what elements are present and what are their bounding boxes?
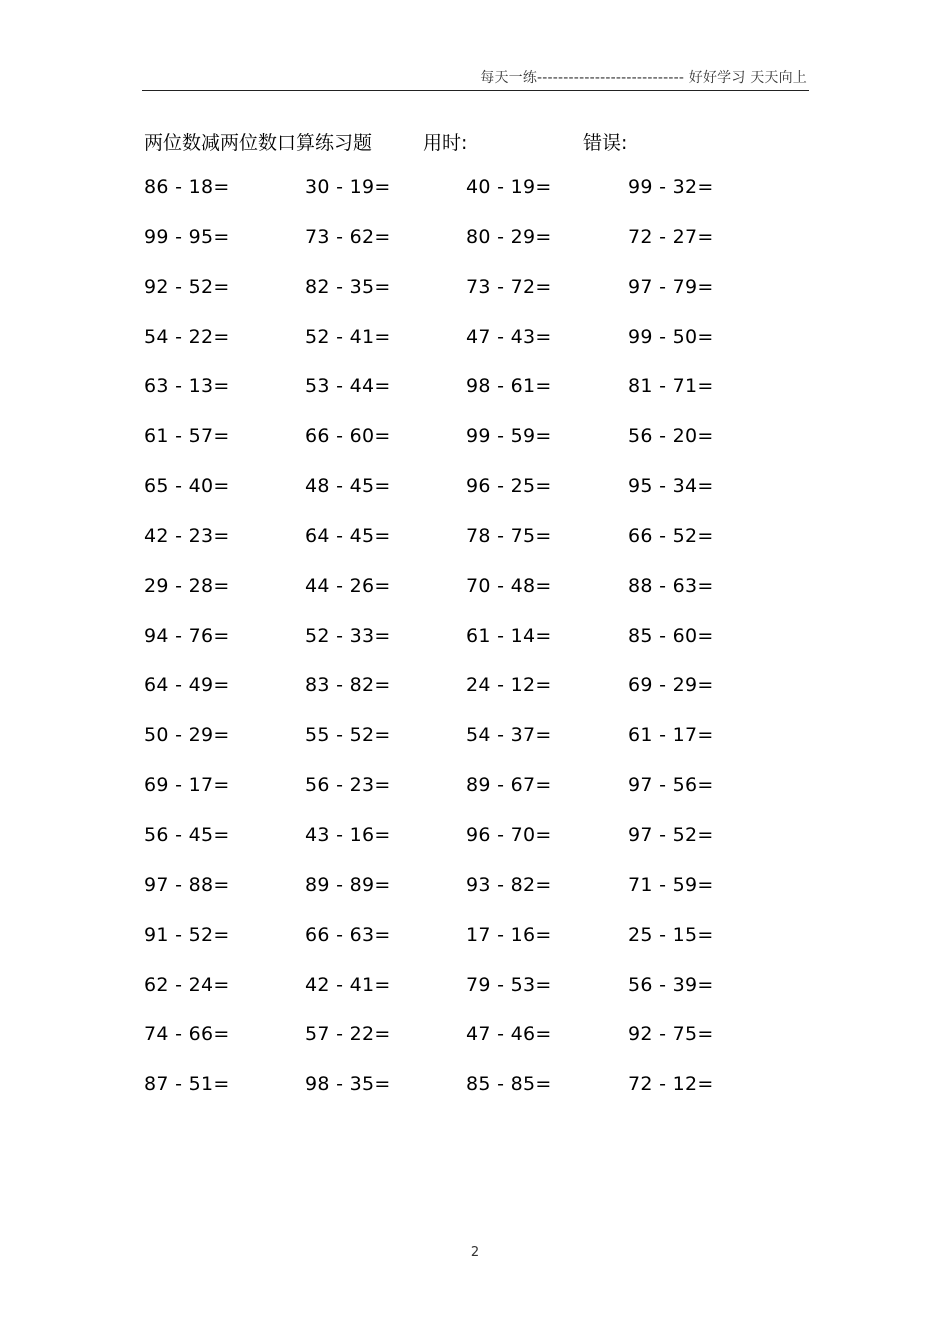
- problem-item: 64 - 45=: [305, 524, 391, 547]
- problem-item: 78 - 75=: [466, 524, 552, 547]
- problem-item: 95 - 34=: [628, 475, 714, 498]
- title-row: [0, 128, 950, 158]
- problem-row: [0, 226, 950, 276]
- problem-row: [0, 874, 950, 924]
- problem-item: 44 - 26=: [305, 574, 391, 597]
- time-label: 用时:: [423, 132, 468, 154]
- problem-item: 92 - 52=: [144, 275, 230, 298]
- problem-item: 74 - 66=: [144, 1023, 230, 1046]
- problem-row: [0, 774, 950, 824]
- problem-item: 65 - 40=: [144, 475, 230, 498]
- problem-item: 89 - 89=: [305, 873, 391, 896]
- problem-item: 73 - 62=: [305, 225, 391, 248]
- problem-item: 50 - 29=: [144, 724, 230, 747]
- problem-row: [0, 1023, 950, 1073]
- problem-row: [0, 575, 950, 625]
- problem-item: 83 - 82=: [305, 674, 391, 697]
- problem-item: 96 - 25=: [466, 475, 552, 498]
- problem-item: 92 - 75=: [628, 1023, 714, 1046]
- problem-item: 17 - 16=: [466, 923, 552, 946]
- problem-row: [0, 375, 950, 425]
- problem-item: 73 - 72=: [466, 275, 552, 298]
- problem-item: 94 - 76=: [144, 624, 230, 647]
- problem-item: 66 - 52=: [628, 524, 714, 547]
- problem-item: 80 - 29=: [466, 225, 552, 248]
- problem-item: 93 - 82=: [466, 873, 552, 896]
- problem-row: [0, 425, 950, 475]
- header-text: 每天一练---------------------------- 好好学习 天天向上: [480, 70, 807, 86]
- problem-item: 99 - 59=: [466, 425, 552, 448]
- problem-item: 71 - 59=: [628, 873, 714, 896]
- problem-item: 61 - 17=: [628, 724, 714, 747]
- problem-item: 85 - 60=: [628, 624, 714, 647]
- problem-row: [0, 176, 950, 226]
- problem-row: [0, 724, 950, 774]
- problem-item: 53 - 44=: [305, 375, 391, 398]
- problem-item: 97 - 56=: [628, 774, 714, 797]
- problem-item: 98 - 35=: [305, 1073, 391, 1096]
- problem-item: 91 - 52=: [144, 923, 230, 946]
- problem-item: 86 - 18=: [144, 176, 230, 198]
- problem-item: 56 - 20=: [628, 425, 714, 448]
- page-number: 2: [470, 1245, 480, 1260]
- problem-item: 56 - 45=: [144, 823, 230, 846]
- problem-item: 42 - 41=: [305, 973, 391, 996]
- problem-row: [0, 475, 950, 525]
- problem-item: 99 - 50=: [628, 325, 714, 348]
- problem-item: 79 - 53=: [466, 973, 552, 996]
- problem-row: [0, 824, 950, 874]
- problem-item: 97 - 88=: [144, 873, 230, 896]
- problem-item: 48 - 45=: [305, 475, 391, 498]
- problem-item: 55 - 52=: [305, 724, 391, 747]
- problem-item: 96 - 70=: [466, 823, 552, 846]
- problem-item: 69 - 29=: [628, 674, 714, 697]
- problem-item: 99 - 32=: [628, 176, 714, 198]
- problem-row: [0, 674, 950, 724]
- problem-row: [0, 276, 950, 326]
- worksheet-title: 两位数减两位数口算练习题: [144, 132, 373, 154]
- problem-item: 52 - 33=: [305, 624, 391, 647]
- problem-item: 64 - 49=: [144, 674, 230, 697]
- problem-item: 61 - 14=: [466, 624, 552, 647]
- problem-item: 25 - 15=: [628, 923, 714, 946]
- problem-item: 89 - 67=: [466, 774, 552, 797]
- problem-item: 63 - 13=: [144, 375, 230, 398]
- problem-item: 87 - 51=: [144, 1073, 230, 1096]
- problem-item: 24 - 12=: [466, 674, 552, 697]
- problem-item: 40 - 19=: [466, 176, 552, 198]
- error-label: 错误:: [583, 132, 628, 154]
- problem-item: 47 - 46=: [466, 1023, 552, 1046]
- problem-grid: [0, 176, 950, 1123]
- problem-item: 81 - 71=: [628, 375, 714, 398]
- problem-item: 97 - 52=: [628, 823, 714, 846]
- problem-item: 56 - 39=: [628, 973, 714, 996]
- problem-item: 98 - 61=: [466, 375, 552, 398]
- problem-item: 97 - 79=: [628, 275, 714, 298]
- problem-item: 61 - 57=: [144, 425, 230, 448]
- problem-item: 82 - 35=: [305, 275, 391, 298]
- problem-item: 66 - 63=: [305, 923, 391, 946]
- problem-item: 57 - 22=: [305, 1023, 391, 1046]
- problem-item: 56 - 23=: [305, 774, 391, 797]
- problem-item: 70 - 48=: [466, 574, 552, 597]
- problem-item: 88 - 63=: [628, 574, 714, 597]
- problem-row: [0, 974, 950, 1024]
- problem-item: 99 - 95=: [144, 225, 230, 248]
- problem-row: [0, 625, 950, 675]
- problem-item: 43 - 16=: [305, 823, 391, 846]
- page-header: [142, 62, 809, 91]
- problem-item: 29 - 28=: [144, 574, 230, 597]
- problem-item: 30 - 19=: [305, 176, 391, 198]
- problem-item: 62 - 24=: [144, 973, 230, 996]
- problem-item: 72 - 12=: [628, 1073, 714, 1096]
- problem-item: 52 - 41=: [305, 325, 391, 348]
- problem-item: 85 - 85=: [466, 1073, 552, 1096]
- problem-row: [0, 326, 950, 376]
- problem-row: [0, 924, 950, 974]
- problem-item: 42 - 23=: [144, 524, 230, 547]
- problem-item: 69 - 17=: [144, 774, 230, 797]
- problem-item: 54 - 37=: [466, 724, 552, 747]
- problem-row: [0, 1073, 950, 1123]
- problem-item: 54 - 22=: [144, 325, 230, 348]
- problem-row: [0, 525, 950, 575]
- problem-item: 72 - 27=: [628, 225, 714, 248]
- problem-item: 66 - 60=: [305, 425, 391, 448]
- problem-item: 47 - 43=: [466, 325, 552, 348]
